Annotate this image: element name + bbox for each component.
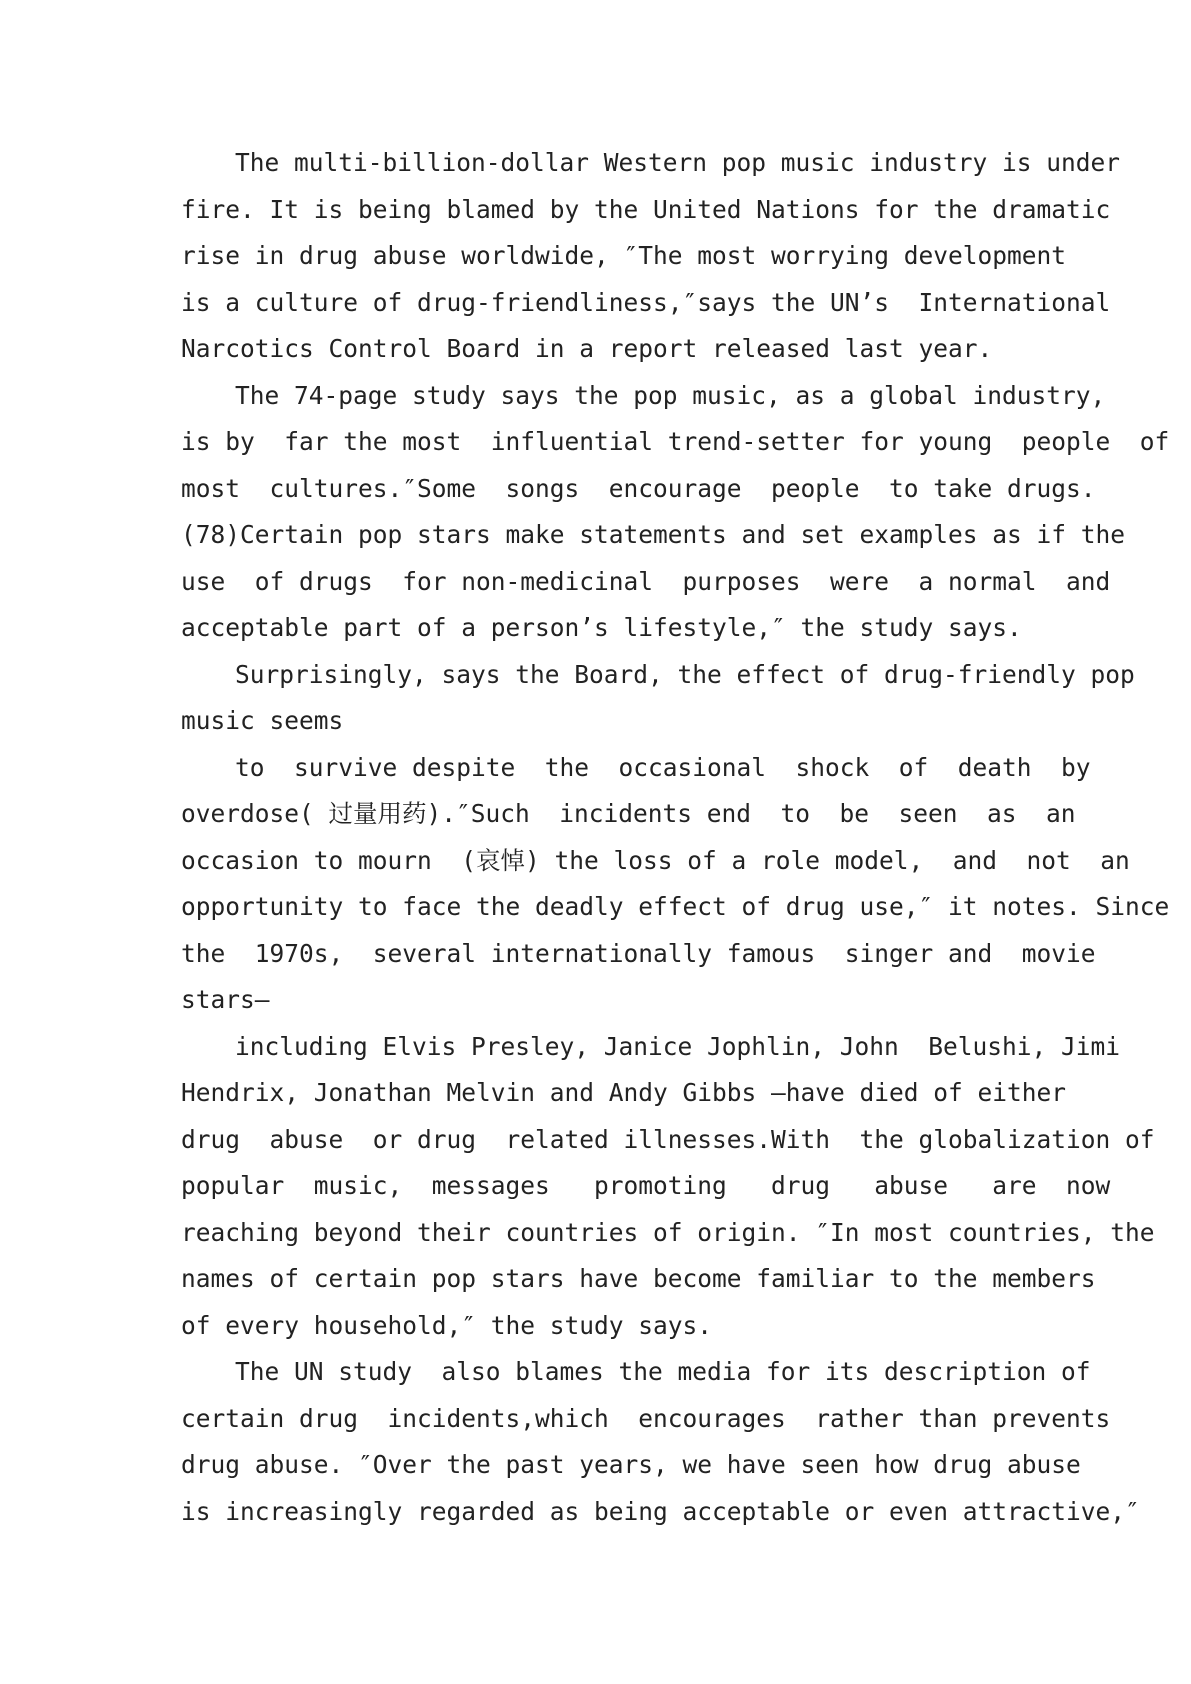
text-line: (78)Certain pop stars make statements and set examples as if the xyxy=(181,520,1126,549)
text-line: most cultures.″Some songs encourage people to take drugs. xyxy=(181,473,1096,503)
text-line: occasion to mourn (哀悼) the loss of a role model, and not an xyxy=(181,845,1130,875)
text-line: fire. It is being blamed by the United Nations for the dramatic xyxy=(181,194,1111,224)
text-line: names of certain pop stars have become familiar to the members xyxy=(181,1264,1096,1293)
text-line: is increasingly regarded as being acceptable or even attractive,″ xyxy=(181,1496,1140,1526)
text-line: opportunity to face the deadly effect of drug use,″ it notes. Since xyxy=(181,892,1170,921)
text-line: popular music, messages promoting drug abuse are now xyxy=(181,1171,1111,1200)
text-line: is by far the most influential trend-setter for young people of xyxy=(181,427,1170,456)
text-line: Hendrix, Jonathan Melvin and Andy Gibbs —have died of either xyxy=(181,1078,1067,1107)
text-line: drug abuse. ″Over the past years, we have seen how drug abuse xyxy=(181,1450,1081,1479)
text-line: including Elvis Presley, Janice Jophlin, John Belushi, Jimi xyxy=(235,1031,1121,1061)
text-line: the 1970s, several internationally famous singer and movie xyxy=(181,938,1096,968)
text-line: The UN study also blames the media for its description of xyxy=(235,1357,1091,1386)
text-line: overdose( 过量用药).″Such incidents end to be seen as an xyxy=(181,799,1076,828)
text-line: certain drug incidents,which encourages rather than prevents xyxy=(181,1403,1111,1433)
text-line: is a culture of drug-friendliness,″says the UN’s International xyxy=(181,287,1111,317)
text-line: to survive despite the occasional shock of death by xyxy=(235,752,1091,782)
text-line: stars— xyxy=(181,985,270,1014)
body-text xyxy=(181,140,1170,1535)
text-line: of every household,″ the study says. xyxy=(181,1310,713,1340)
text-line: rise in drug abuse worldwide, ″The most worrying development xyxy=(181,241,1067,270)
text-line: use of drugs for non-medicinal purposes were a normal and xyxy=(181,566,1111,596)
text-line: music seems xyxy=(181,706,344,735)
text-line: acceptable part of a person’s lifestyle,″ the study says. xyxy=(181,613,1022,642)
text-line: Narcotics Control Board in a report released last year. xyxy=(181,334,993,363)
text-line: drug abuse or drug related illnesses.With the globalization of xyxy=(181,1124,1155,1154)
text-line: Surprisingly, says the Board, the effect of drug-friendly pop xyxy=(235,659,1135,689)
text-line: The 74-page study says the pop music, as a global industry, xyxy=(235,380,1106,410)
text-line: The multi-billion-dollar Western pop music industry is under xyxy=(235,148,1121,177)
text-line: reaching beyond their countries of origin. ″In most countries, the xyxy=(181,1217,1155,1247)
